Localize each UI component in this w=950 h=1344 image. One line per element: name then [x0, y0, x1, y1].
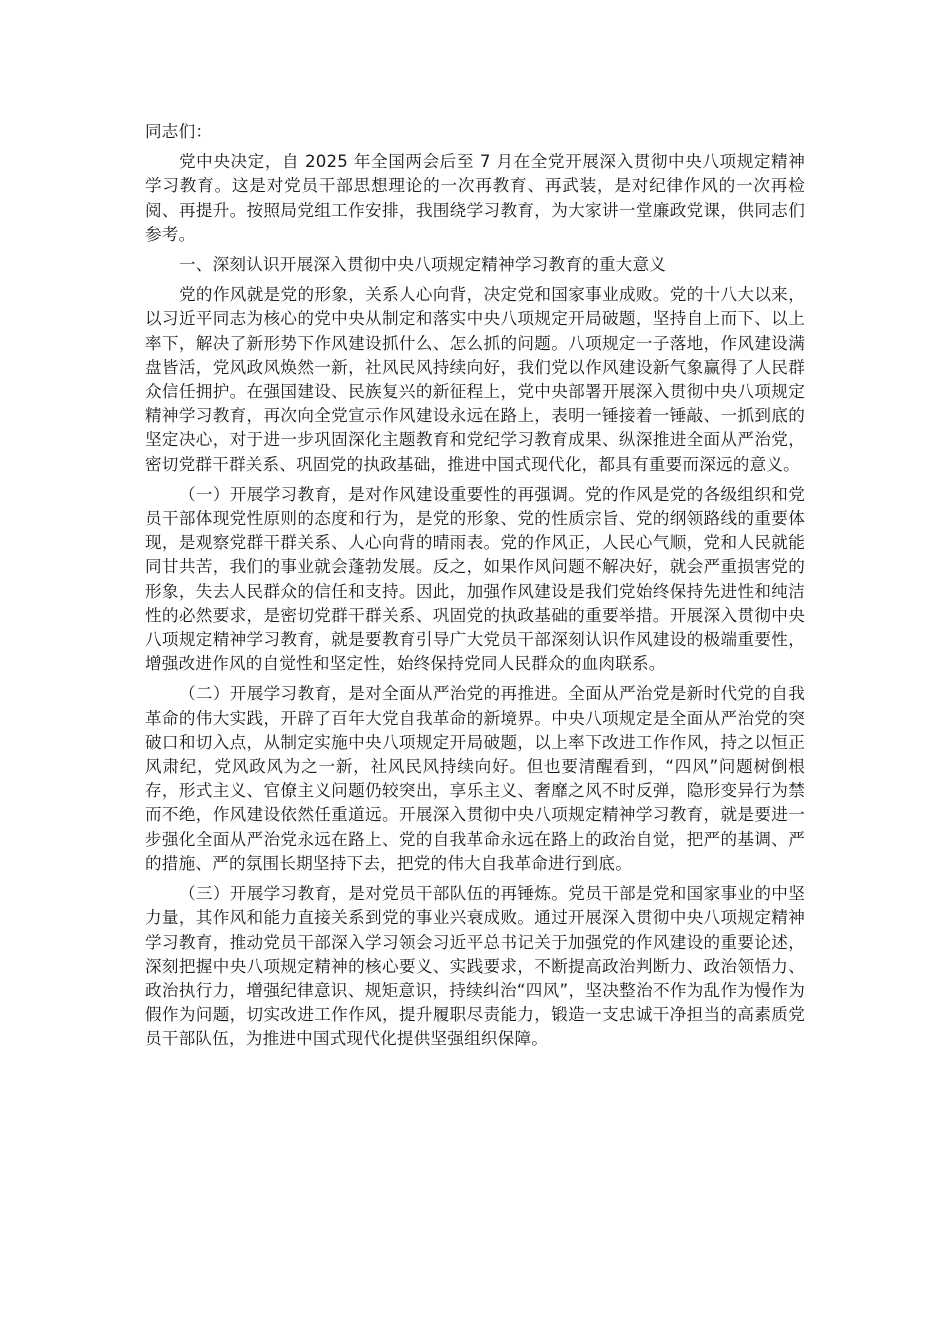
salutation: 同志们： [145, 122, 213, 141]
point-1-paragraph: （一）开展学习教育，是对作风建设重要性的再强调。党的作风是党的各级组织和党员干部体现党性原则的态度和行为，是党的形象、党的性质宗旨、党的纲领路线的重要体现，是观察党群干群关系、人心向背的晴雨表。党的作风正，人民心气顺，党和人民就能同甘共苦，我们的事业就会蓬勃发展。反之，如果作风问题不解决好，就会严重损害党的形象，失去人民群众的信任和支持。因此，加强作风建设是我们党始终保持先进性和纯洁性的必然要求，是密切党群干群关系、巩固党的执政基础的重要举措。开展深入贯彻中央八项规定精神学习教育，就是要教育引导广大党员干部深刻认识作风建设的极端重要性，增强改进作风的自觉性和坚定性，始终保持党同人民群众的血肉联系。 [145, 484, 805, 674]
section-1-body-paragraph: 党的作风就是党的形象，关系人心向背，决定党和国家事业成败。党的十八大以来，以习近平同志为核心的党中央从制定和落实中央八项规定开局破题，坚持自上而下、以上率下，解决了新形势下作风建设抓什么、怎么抓的问题。八项规定一子落地，作风建设满盘皆活，党风政风焕然一新，社风民风持续向好，我们党以作风建设新气象赢得了人民群众信任拥护。在强国建设、民族复兴的新征程上，党中央部署开展深入贯彻中央八项规定精神学习教育，再次向全党宣示作风建设永远在路上，表明一锤接着一锤敲、一抓到底的坚定决心，对于进一步巩固深化主题教育和党纪学习教育成果、纵深推进全面从严治党，密切党群干群关系、巩固党的执政基础，推进中国式现代化，都具有重要而深远的意义。 [145, 285, 805, 474]
intro-paragraph: 党中央决定，自 2025 年全国两会后至 7 月在全党开展深入贯彻中央八项规定精神学习教育。这是对党员干部思想理论的一次再教育、再武装，是对纪律作风的一次再检阅、再提升。按照局党组工作安排，我围绕学习教育，为大家讲一堂廉政党课，供同志们参考。 [145, 152, 805, 244]
section-1-heading: 一、深刻认识开展深入贯彻中央八项规定精神学习教育的重大意义 [179, 255, 667, 275]
document-page [145, 120, 805, 1058]
point-3-paragraph: （三）开展学习教育，是对党员干部队伍的再锤炼。党员干部是党和国家事业的中坚力量，其作风和能力直接关系到党的事业兴衰成败。通过开展深入贯彻中央八项规定精神学习教育，推动党员干部深入学习领会习近平总书记关于加强党的作风建设的重要论述，深刻把握中央八项规定精神的核心要义、实践要求，不断提高政治判断力、政治领悟力、政治执行力，增强纪律意识、规矩意识，持续纠治“四风”，坚决整治不作为乱作为慢作为假作为问题，切实改进工作作风，提升履职尽责能力，锻造一支忠诚干净担当的高素质党员干部队伍，为推进中国式现代化提供坚强组织保障。 [145, 884, 805, 1049]
point-2-paragraph: （二）开展学习教育，是对全面从严治党的再推进。全面从严治党是新时代党的自我革命的伟大实践，开辟了百年大党自我革命的新境界。中央八项规定是全面从严治党的突破口和切入点，从制定实施中央八项规定开局破题，以上率下改进工作作风，持之以恒正风肃纪，党风政风为之一新，社风民风持续向好。但也要清醒看到，“四风”问题树倒根存，形式主义、官僚主义问题仍较突出，享乐主义、奢靡之风不时反弹，隐形变异行为禁而不绝，作风建设依然任重道远。开展深入贯彻中央八项规定精神学习教育，就是要进一步强化全面从严治党永远在路上、党的自我革命永远在路上的政治自觉，把严的基调、严的措施、严的氛围长期坚持下去，把党的伟大自我革命进行到底。 [145, 684, 805, 873]
